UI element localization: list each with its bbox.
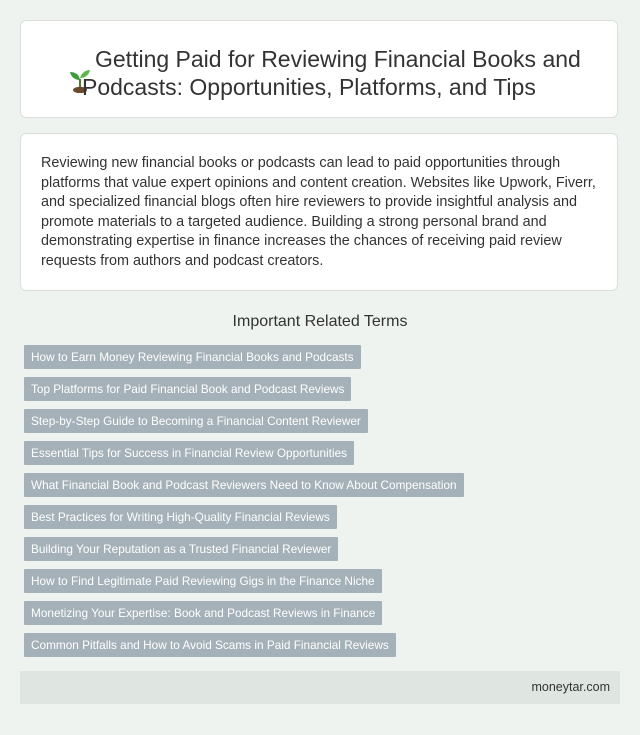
related-term-tag[interactable]: Common Pitfalls and How to Avoid Scams in Paid Financial Reviews: [24, 633, 396, 657]
related-terms-heading: Important Related Terms: [232, 313, 408, 330]
site-name[interactable]: moneytar.com: [531, 680, 610, 694]
related-term-tag[interactable]: Building Your Reputation as a Trusted Financial Reviewer: [24, 537, 338, 561]
related-term-tag[interactable]: How to Find Legitimate Paid Reviewing Gigs in the Finance Niche: [24, 569, 382, 593]
related-term-tag[interactable]: Monetizing Your Expertise: Book and Podcast Reviews in Finance: [24, 601, 382, 625]
related-term-tag[interactable]: Step-by-Step Guide to Becoming a Financial Content Reviewer: [24, 409, 368, 433]
title-line-1: Getting Paid for Reviewing Financial Books and: [95, 46, 581, 72]
related-term-tag[interactable]: Best Practices for Writing High-Quality Financial Reviews: [24, 505, 337, 529]
related-term-tag[interactable]: How to Earn Money Reviewing Financial Books and Podcasts: [24, 345, 361, 369]
related-term-tag[interactable]: What Financial Book and Podcast Reviewers Need to Know About Compensation: [24, 473, 464, 497]
page-title: [83, 45, 613, 101]
intro-card: [20, 133, 618, 291]
intro-paragraph: Reviewing new financial books or podcasts can lead to paid opportunities through platforms that value expert opinions and content creation. Websites like Upwork, Fiverr, and specialized financial blogs often hire reviewers to provide insightful analysis and promote materials to a targeted audience. Building a strong personal brand and demonstrating expertise in finance increases the chances of receiving paid review requests from authors and podcast creators.: [41, 155, 596, 269]
title-line-2: Podcasts: Opportunities, Platforms, and Tips: [82, 74, 536, 100]
footer: [20, 671, 620, 704]
title-card: [20, 20, 618, 118]
related-term-tag[interactable]: Top Platforms for Paid Financial Book and Podcast Reviews: [24, 377, 351, 401]
related-term-tag[interactable]: Essential Tips for Success in Financial Review Opportunities: [24, 441, 354, 465]
